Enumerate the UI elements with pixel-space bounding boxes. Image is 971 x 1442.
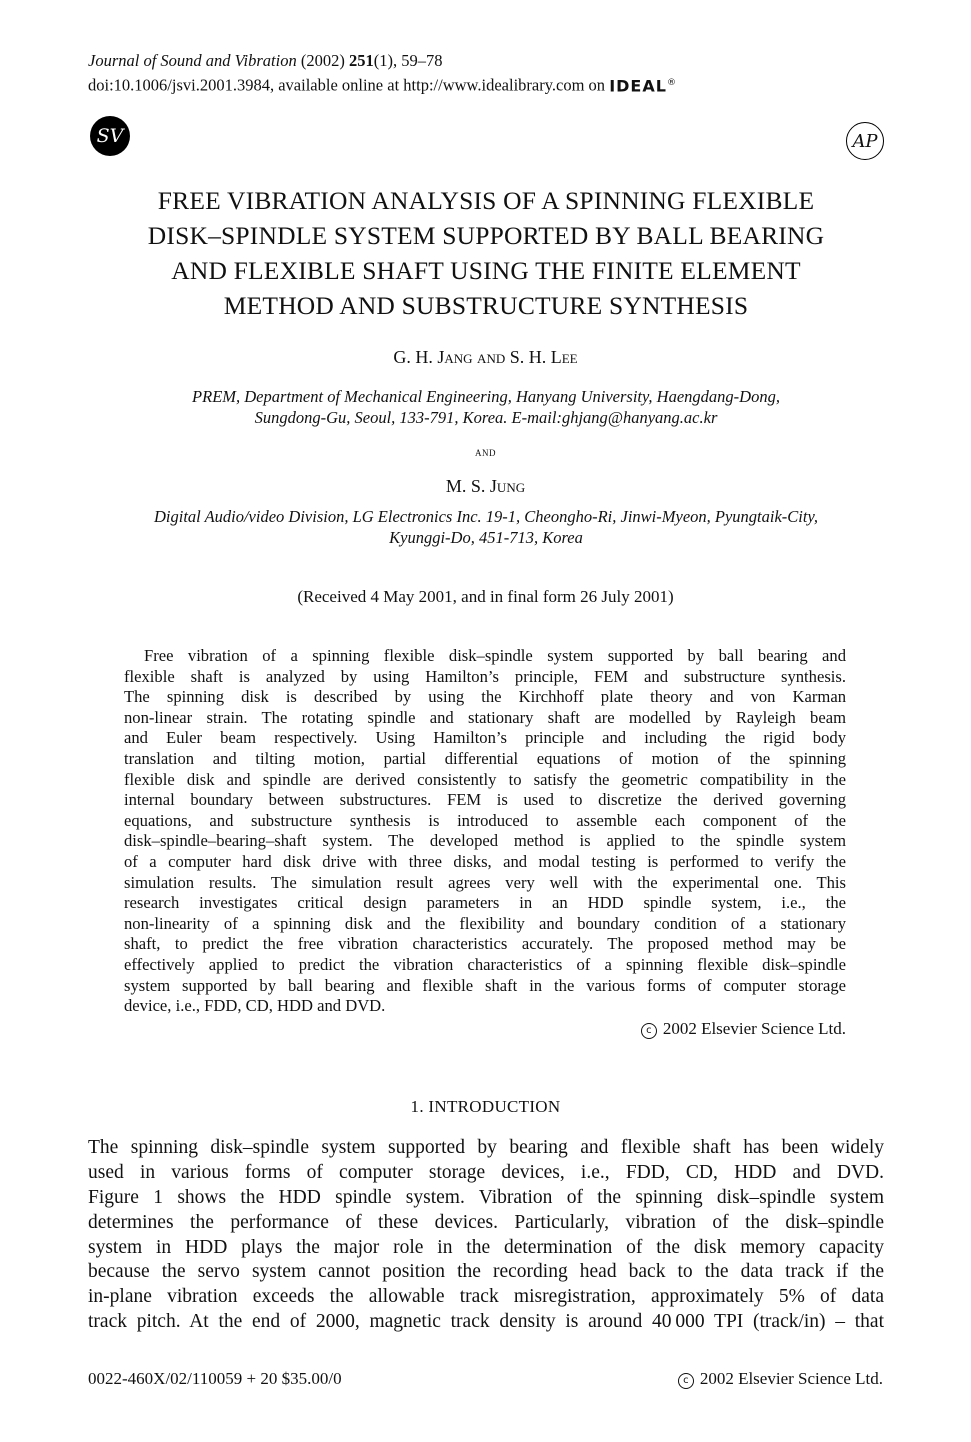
abstract-line: Free vibration of a spinning flexible disk–spindle system supported by ball bearing and bbox=[144, 646, 846, 665]
abstract-copyright bbox=[641, 1019, 846, 1039]
doi-line: doi:10.1006/jsvi.2001.3984, available online at http://www.idealibrary.com on bbox=[88, 75, 606, 95]
affiliation-line: Kyunggi-Do, 451-713, Korea bbox=[389, 528, 583, 547]
intro-line: determines the performance of these devices. Particularly, vibration of the disk–spindle bbox=[88, 1211, 884, 1233]
title-line: DISK–SPINDLE SYSTEM SUPPORTED BY BALL BEARING bbox=[147, 221, 825, 250]
ideal-logo bbox=[609, 72, 677, 97]
abstract-line: non-linear strain. The rotating spindle and stationary shaft are modelled by Rayleigh beam bbox=[124, 707, 846, 727]
journal-issue-pages: (1), 59–78 bbox=[373, 51, 443, 70]
abstract-line: research investigates critical design parameters in an HDD spindle system, i.e., the bbox=[124, 893, 846, 913]
title-line: METHOD AND SUBSTRUCTURE SYNTHESIS bbox=[223, 291, 749, 320]
journal-volume: 251 bbox=[348, 51, 374, 70]
ideal-logo-reg: ® bbox=[666, 78, 677, 88]
received-dates: (Received 4 May 2001, and in final form 26 July 2001) bbox=[297, 587, 674, 606]
footer-copyright bbox=[678, 1369, 883, 1389]
abstract-line: disk–spindle–bearing–shaft system. The developed method is applied to the spindle system bbox=[124, 831, 846, 851]
section-heading: 1. INTRODUCTION bbox=[410, 1097, 561, 1116]
intro-line: The spinning disk–spindle system supported by bearing and flexible shaft has been widely bbox=[88, 1137, 884, 1158]
ap-logo-icon: AP bbox=[846, 122, 884, 160]
journal-name: Journal of Sound and Vibration bbox=[88, 51, 297, 70]
journal-citation-line bbox=[88, 50, 677, 72]
abstract-line: internal boundary between substructures. FEM is used to discretize the derived governing bbox=[124, 790, 846, 810]
intro-line: used in various forms of computer storage devices, i.e., FDD, CD, HDD and DVD. bbox=[88, 1161, 884, 1183]
abstract-line: equations, and substructure synthesis is introduced to assemble each component of the bbox=[124, 810, 846, 830]
abstract-line: device, i.e., FDD, CD, HDD and DVD. bbox=[124, 996, 386, 1016]
affiliation-line: Sungdong-Gu, Seoul, 133-791, Korea. E-mail:ghjang@hanyang.ac.kr bbox=[254, 408, 718, 427]
affiliation-primary bbox=[60, 386, 912, 428]
footer-issn: 0022-460X/02/110059 + 20 $35.00/0 bbox=[88, 1369, 342, 1388]
ideal-logo-text: IDEAL bbox=[609, 76, 667, 96]
abstract-line: shaft, to predict the free vibration characteristics accurately. The proposed method may be bbox=[124, 934, 846, 954]
authors-secondary: M. S. Jung bbox=[445, 476, 526, 496]
title-line: FREE VIBRATION ANALYSIS OF A SPINNING FLEXIBLE bbox=[157, 186, 815, 215]
abstract-line: and Euler beam respectively. Using Hamilton’s principle and including the rigid body bbox=[124, 728, 846, 748]
footer-copyright-text: 2002 Elsevier Science Ltd. bbox=[699, 1369, 883, 1388]
authors-primary: G. H. Jang and S. H. Lee bbox=[393, 347, 578, 367]
journal-year: (2002) bbox=[300, 51, 345, 70]
abstract-line: flexible shaft is analyzed by using Hamilton’s principle, FEM and substructure synthesis. bbox=[124, 666, 846, 686]
copyright-icon: c bbox=[678, 1373, 694, 1389]
abstract-line: flexible disk and spindle are derived consistently to satisfy the geometric compatibility in the bbox=[124, 769, 846, 789]
copyright-icon: c bbox=[641, 1023, 657, 1039]
abstract-line: The spinning disk is described by using the Kirchhoff plate theory and von Karman bbox=[124, 687, 846, 707]
abstract-line: system supported by ball bearing and flexible shaft in the various forms of computer storage bbox=[124, 975, 846, 995]
and-separator: and bbox=[475, 444, 496, 459]
intro-line: Figure 1 shows the HDD spindle system. Vibration of the spinning disk–spindle system bbox=[88, 1186, 884, 1208]
abstract-line: effectively applied to predict the vibration characteristics of a spinning flexible disk–spindle bbox=[124, 954, 846, 974]
intro-line: because the servo system cannot position the recording head back to the data track if the bbox=[88, 1261, 884, 1283]
sv-logo-icon: SV bbox=[90, 116, 130, 156]
affiliation-line: PREM, Department of Mechanical Engineering, Hanyang University, Haengdang-Dong, bbox=[192, 387, 780, 406]
intro-line: track pitch. At the end of 2000, magnetic track density is around 40 000 TPI (track/in) – that bbox=[88, 1311, 884, 1333]
title-line: AND FLEXIBLE SHAFT USING THE FINITE ELEMENT bbox=[171, 256, 801, 285]
journal-header bbox=[88, 50, 677, 97]
intro-line: system in HDD plays the major role in the determination of the disk memory capacity bbox=[88, 1236, 884, 1258]
abstract bbox=[124, 646, 846, 1017]
abstract-line: simulation results. The simulation result agrees very well with the experimental one. This bbox=[124, 872, 846, 892]
paper-title bbox=[60, 183, 912, 323]
affiliation-line: Digital Audio/video Division, LG Electronics Inc. 19-1, Cheongho-Ri, Jinwi-Myeon, Pyungtaik-City, bbox=[153, 507, 818, 526]
doi-line-row bbox=[88, 72, 677, 97]
abstract-copyright-text: 2002 Elsevier Science Ltd. bbox=[662, 1019, 846, 1038]
abstract-line: translation and tilting motion, partial differential equations of motion of the spinning bbox=[124, 748, 846, 768]
affiliation-secondary bbox=[60, 506, 912, 548]
abstract-line: non-linearity of a spinning disk and the flexibility and boundary condition of a stationary bbox=[124, 913, 846, 933]
abstract-line: of a computer hard disk drive with three disks, and modal testing is performed to verify the bbox=[124, 851, 846, 871]
introduction-body bbox=[88, 1136, 884, 1335]
intro-line: in-plane vibration exceeds the allowable track misregistration, approximately 5% of data bbox=[88, 1286, 884, 1308]
